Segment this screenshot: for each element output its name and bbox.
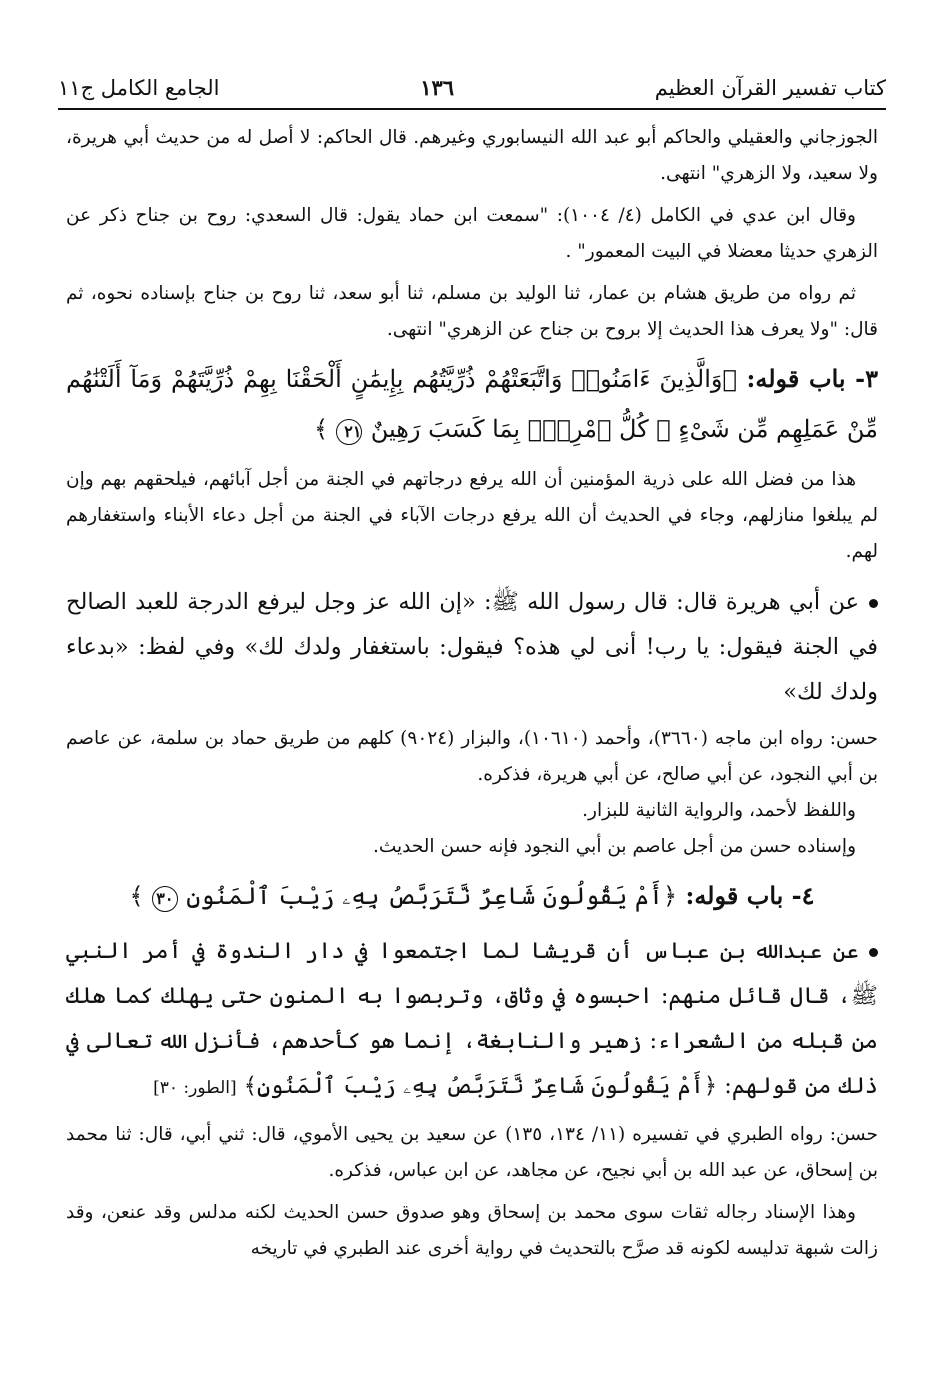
running-header bbox=[58, 60, 886, 100]
hadith-text: عن أبي هريرة قال: قال رسول الله ﷺ: «إن الله عز وجل ليرفع الدرجة للعبد الصالح في الجنة فيقول: يا رب! أنى لي هذه؟ فيقول: باستغفار ولدك لك» وفي لفظ: «بدعاء ولدك لك» bbox=[66, 589, 878, 705]
paragraph-11: وهذا الإسناد رجاله ثقات سوى محمد بن إسحاق وهو صدوق حسن الحديث لكنه مدلس وقد عنعن، وقد زالت شبهة تدليسه لكونه قد صرَّح بالتحديث في رواية أخرى عند الطبري في تاريخه bbox=[66, 1202, 878, 1259]
paragraph-2: وقال ابن عدي في الكامل (٤/ ١٠٠٤): "سمعت ابن حماد يقول: قال السعدي: روح بن جناح ذكر عن الزهري حديثا معضلا في البيت المعمور" . bbox=[66, 205, 878, 262]
collection-title: الجامع الكامل ج١١ bbox=[58, 76, 220, 100]
quran-verse: ﴿أَمْ يَقُولُونَ شَاعِرٌ نَّتَرَبَّصُ بِهِۦ رَيْبَ ٱلْمَنُونِ bbox=[186, 882, 678, 910]
verse-close-bracket: ﴾ bbox=[313, 415, 329, 443]
paragraph-6: حسن: رواه ابن ماجه (٣٦٦٠)، وأحمد (١٠٦١٠)، والبزار (٩٠٢٤) كلهم من طريق حماد بن سلمة، عن عاصم بن أبي النجود، عن أبي صالح، عن أبي هريرة، فذكره. bbox=[66, 728, 878, 785]
bullet-icon bbox=[869, 948, 878, 957]
verse-number-badge: ٣٠ bbox=[152, 886, 178, 912]
chapter-heading-4 bbox=[66, 871, 878, 921]
chapter-label: ٤- باب قوله: bbox=[685, 881, 815, 910]
chapter-heading-3 bbox=[66, 354, 878, 454]
header-divider bbox=[58, 108, 886, 110]
paragraph-3: ثم رواه من طريق هشام بن عمار، ثنا الوليد بن مسلم، ثنا أبو سعد، ثنا روح بن جناح بإسناده نحوه، ثم قال: "ولا يعرف هذا الحديث إلا بروح بن جناح عن الزهري" انتهى. bbox=[66, 283, 878, 340]
paragraph-1: الجوزجاني والعقيلي والحاكم أبو عبد الله النيسابوري وغيرهم. قال الحاكم: لا أصل له من حديث أبي هريرة، ولا سعيد، ولا الزهري" انتهى. bbox=[66, 127, 878, 184]
chapter-label: ٣- باب قوله: bbox=[746, 364, 878, 393]
paragraph-7: واللفظ لأحمد، والرواية الثانية للبزار. bbox=[582, 800, 856, 821]
quran-verse: ﴿وَالَّذِينَ ءَامَنُوا۟ وَاتَّبَعَتْهُمْ ذُرِّيَّتُهُم بِإِيمَٰنٍ أَلْحَقْنَا بِهِمْ ذُرِّيَّتَهُمْ وَمَآ أَلَتْنَٰهُم مِّنْ عَمَلِهِم مِّن شَىْءٍ ۚ كُلُّ ٱمْرِئٍۭ بِمَا كَسَبَ رَهِينٌ bbox=[66, 365, 878, 443]
hadith-paragraph-2 bbox=[66, 929, 878, 1111]
bullet-icon bbox=[869, 599, 878, 608]
paragraph-4: هذا من فضل الله على ذرية المؤمنين أن الله يرفع درجاتهم في الجنة من أجل آبائهم، فيلحقهم بهم وإن لم يبلغوا منازلهم، وجاء في الحديث أن الله يرفع درجات الآباء في الجنة من أجل دعاء الأبناء واستغفارهم لهم. bbox=[66, 469, 878, 562]
page-number: ١٣٦ bbox=[420, 75, 455, 100]
paragraph-8: وإسناده حسن من أجل عاصم بن أبي النجود فإنه حسن الحديث. bbox=[372, 836, 856, 857]
page-body bbox=[66, 120, 878, 1267]
verse-close-bracket: ﴾ bbox=[129, 882, 144, 910]
hadith-paragraph-1 bbox=[66, 580, 878, 715]
book-title: كتاب تفسير القرآن العظيم bbox=[654, 76, 886, 100]
hadith-text: عن عبدالله بن عباس أن قريشا لما اجتمعوا في دار الندوة في أمر النبي ﷺ، قال قائل منهم: احبسوه في وثاق، وتربصوا به المنون حتى يهلك كما هلك من قبله من الشعراء: زهير والنابغة، إنما هو كأحدهم، فأنزل الله تعالى في ذلك من قولهم: ﴿أَمْ يَقُولُونَ شَاعِرٌ نَّتَرَبَّصُ بِهِۦ رَيْبَ ٱلْمَنُونِ﴾ bbox=[66, 938, 878, 1099]
verse-number-badge: ٢١ bbox=[336, 419, 362, 445]
paragraph-10: حسن: رواه الطبري في تفسيره (١١/ ١٣٤، ١٣٥) عن سعيد بن يحيى الأموي، قال: ثني أبي، قال: ثنا محمد بن إسحاق، عن عبد الله بن أبي نجيح، عن مجاهد، عن ابن عباس، فذكره. bbox=[66, 1124, 878, 1181]
surah-reference: [الطور: ٣٠] bbox=[153, 1078, 237, 1098]
